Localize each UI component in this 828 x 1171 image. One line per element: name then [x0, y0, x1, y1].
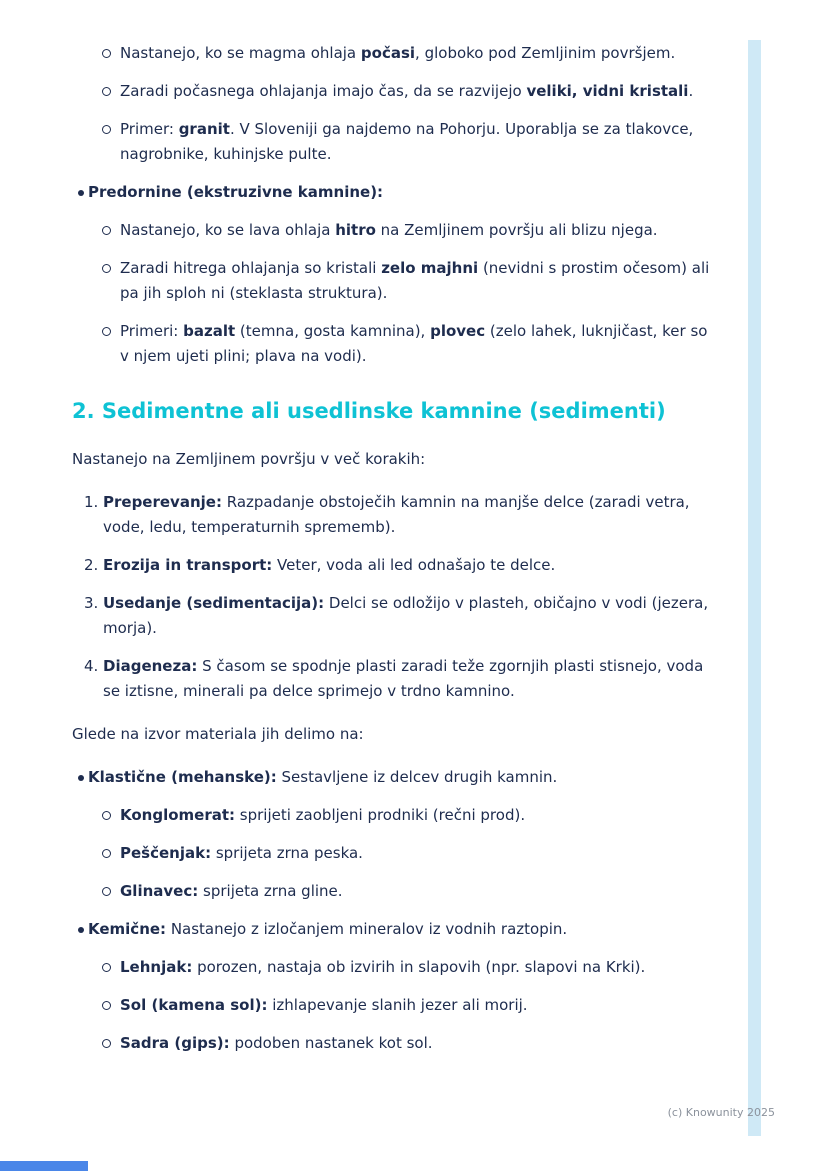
bullet-circle-icon [102, 993, 120, 1010]
bold-text: bazalt [183, 322, 236, 340]
bullet-disc-icon [72, 765, 88, 781]
numbered-list-item [72, 591, 710, 641]
bullet-list-item [72, 917, 710, 942]
bullet-disc-icon [72, 917, 88, 933]
list-item-text [120, 319, 710, 369]
sub-bullet-list-item [72, 319, 710, 369]
list-item-text [103, 553, 710, 578]
bullet-circle-icon [102, 955, 120, 972]
bold-text: hitro [335, 221, 376, 239]
list-item-text [120, 841, 710, 866]
sub-bullet-list-item [72, 841, 710, 866]
list-item-text [120, 803, 710, 828]
text: sprijeta zrna peska. [211, 844, 363, 862]
numbered-list-item [72, 654, 710, 704]
bold-text: Predornine (ekstruzivne kamnine): [88, 183, 384, 201]
numbered-list-item [72, 490, 710, 540]
list-item-text [120, 993, 710, 1018]
list-number: 3. [84, 594, 99, 612]
text: Delci se odložijo v plasteh, običajno v vodi (jezera, morja). [103, 594, 709, 637]
text: porozen, nastaja ob izvirih in slapovih (npr. slapovi na Krki). [192, 958, 646, 976]
text: (temna, gosta kamnina), [235, 322, 431, 340]
bold-text: Preperevanje: [103, 493, 222, 511]
text: Glede na izvor materiala jih delimo na: [72, 725, 364, 743]
list-item-text [120, 879, 710, 904]
bullet-circle-icon [102, 319, 120, 336]
list-item-text [88, 180, 710, 205]
bullet-disc-icon [72, 180, 88, 196]
list-item-text [120, 955, 710, 980]
text: (nevidni s prostim očesom) ali pa jih sploh ni (steklasta struktura). [120, 259, 710, 302]
bold-text: Sadra (gips): [120, 1034, 230, 1052]
text: Primeri: [120, 322, 184, 340]
sub-bullet-list-item [72, 256, 710, 306]
bullet-circle-icon [102, 1031, 120, 1048]
bold-text: Klastične (mehanske): [88, 768, 277, 786]
bullet-circle-icon [102, 841, 120, 858]
section-heading [72, 395, 710, 427]
list-item-text [120, 1031, 710, 1056]
list-item-text [120, 218, 710, 243]
bullet-list-item [72, 180, 710, 205]
text: 2. Sedimentne ali usedlinske kamnine (sedimenti) [72, 399, 666, 423]
bold-text: plovec [430, 322, 486, 340]
list-number: 4. [84, 657, 99, 675]
sub-bullet-list-item [72, 1031, 710, 1056]
text: Nastanejo, ko se lava ohlaja [120, 221, 336, 239]
bold-text: Diageneza: [103, 657, 198, 675]
bold-text: Lehnjak: [120, 958, 193, 976]
paragraph [72, 722, 710, 747]
text: S časom se spodnje plasti zaradi teže zgornjih plasti stisnejo, voda se iztisne, minerali pa delce sprimejo v trdno kamnino. [103, 657, 704, 700]
text: podoben nastanek kot sol. [229, 1034, 433, 1052]
bullet-circle-icon [102, 79, 120, 96]
text: na Zemljinem površju ali blizu njega. [375, 221, 658, 239]
bullet-circle-icon [102, 117, 120, 134]
text: Razpadanje obstoječih kamnin na manjše delce (zaradi vetra, vode, ledu, temperaturnih sprememb). [103, 493, 690, 536]
sub-bullet-list-item [72, 879, 710, 904]
sub-bullet-list-item [72, 41, 710, 66]
bold-text: zelo majhni [381, 259, 479, 277]
list-item-text [120, 41, 710, 66]
text: . [688, 82, 694, 100]
bold-text: Erozija in transport: [103, 556, 273, 574]
list-item-text [88, 765, 710, 790]
list-item-text [88, 917, 710, 942]
sub-bullet-list-item [72, 993, 710, 1018]
text: Veter, voda ali led odnašajo te delce. [272, 556, 556, 574]
text: Nastanejo z izločanjem mineralov iz vodnih raztopin. [166, 920, 568, 938]
list-number: 1. [84, 493, 99, 511]
text: sprijeti zaobljeni prodniki (rečni prod). [235, 806, 526, 824]
list-item-text [103, 654, 710, 704]
bold-text: Peščenjak: [120, 844, 212, 862]
paragraph [72, 447, 710, 472]
text: Zaradi hitrega ohlajanja so kristali [120, 259, 382, 277]
bold-text: počasi [360, 44, 416, 62]
bold-text: Glinavec: [120, 882, 199, 900]
sub-bullet-list-item [72, 218, 710, 243]
list-item-text [120, 256, 710, 306]
list-item-text [120, 117, 710, 167]
text: Primer: [120, 120, 179, 138]
bold-text: Usedanje (sedimentacija): [103, 594, 325, 612]
bullet-circle-icon [102, 218, 120, 235]
sub-bullet-list-item [72, 803, 710, 828]
bold-text: Kemične: [88, 920, 167, 938]
text: Sestavljene iz delcev drugih kamnin. [276, 768, 558, 786]
sub-bullet-list-item [72, 79, 710, 104]
list-item-text [120, 79, 710, 104]
sub-bullet-list-item [72, 955, 710, 980]
list-item-text [103, 591, 710, 641]
text: Zaradi počasnega ohlajanja imajo čas, da se razvijejo [120, 82, 527, 100]
sub-bullet-list-item [72, 117, 710, 167]
numbered-list-item [72, 553, 710, 578]
text: Nastanejo na Zemljinem površju v več korakih: [72, 450, 426, 468]
bold-text: granit [178, 120, 230, 138]
list-number: 2. [84, 556, 99, 574]
bold-text: Konglomerat: [120, 806, 236, 824]
text: Nastanejo, ko se magma ohlaja [120, 44, 361, 62]
list-item-text [103, 490, 710, 540]
bold-text: Sol (kamena sol): [120, 996, 268, 1014]
text: . V Sloveniji ga najdemo na Pohorju. Uporablja se za tlakovce, nagrobnike, kuhinjske pulte. [120, 120, 694, 163]
text: , globoko pod Zemljinim površjem. [415, 44, 676, 62]
text: sprijeta zrna gline. [198, 882, 343, 900]
bullet-circle-icon [102, 256, 120, 273]
bullet-circle-icon [102, 879, 120, 896]
page-footer: (c) Knowunity 2025 [667, 1106, 775, 1119]
text: izhlapevanje slanih jezer ali morij. [267, 996, 528, 1014]
bullet-list-item [72, 765, 710, 790]
bottom-left-accent-bar [0, 1161, 88, 1171]
text: (zelo lahek, luknjičast, ker so v njem ujeti plini; plava na vodi). [120, 322, 708, 365]
bullet-circle-icon [102, 41, 120, 58]
bold-text: veliki, vidni kristali [526, 82, 689, 100]
bullet-circle-icon [102, 803, 120, 820]
